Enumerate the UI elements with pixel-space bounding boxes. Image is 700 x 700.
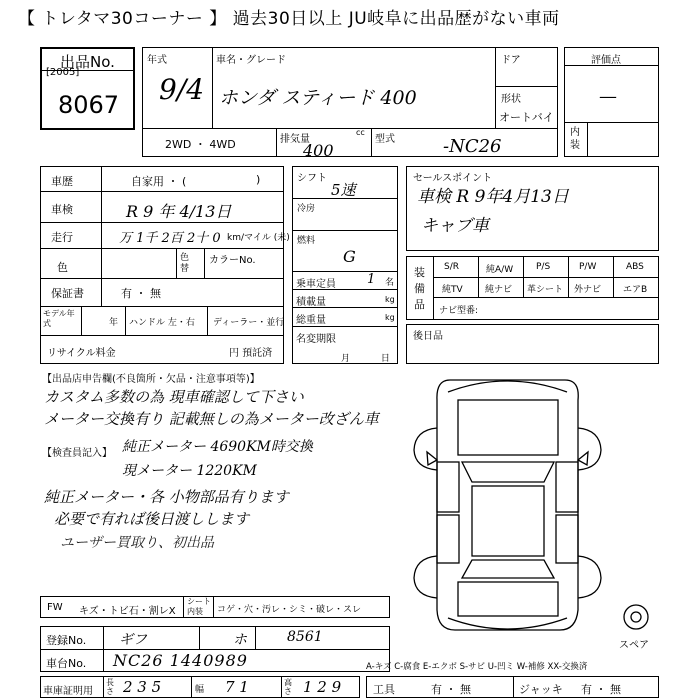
equip-airbag: エアB xyxy=(623,285,648,295)
mileage-unit: km/マイル (未) xyxy=(227,233,290,243)
equip-sr: S/R xyxy=(444,262,459,272)
fuel-label: 燃料 xyxy=(297,236,316,246)
lot-box xyxy=(40,47,135,130)
garage-cert-row xyxy=(40,676,360,698)
year-label: 年式 xyxy=(147,55,167,66)
registration-rows xyxy=(40,626,390,672)
spare-tire-icon xyxy=(624,605,648,629)
reg-value3: 8561 xyxy=(287,629,323,645)
displacement-unit: cc xyxy=(356,128,365,137)
trunk-panel xyxy=(458,582,558,616)
reg-value1: ギフ xyxy=(119,632,147,648)
wheel-rear-right xyxy=(578,556,601,598)
year-value: 9/4 xyxy=(159,73,205,106)
jack-label: ジャッキ xyxy=(519,683,563,696)
mirror-right xyxy=(578,452,588,465)
warranty-value: 有 ・ 無 xyxy=(121,287,161,300)
length-label: 長さ xyxy=(106,678,114,696)
equip-abs: ABS xyxy=(626,262,644,272)
wheel-front-left xyxy=(414,428,437,470)
name-value: ホンダ スティード 400 xyxy=(219,87,417,109)
recycle-value: 円 預託済 xyxy=(229,348,273,359)
change-value: 月 日 xyxy=(341,354,390,364)
mirror-left xyxy=(427,452,437,465)
wheel-front-right xyxy=(578,428,601,470)
change-label: 名変期限 xyxy=(296,334,336,345)
windshield xyxy=(462,462,554,482)
capacity-value: 1 xyxy=(367,272,376,287)
model-year-unit: 年 xyxy=(109,318,119,328)
color-no-label: カラーNo. xyxy=(209,255,256,266)
post-block xyxy=(406,324,659,364)
chassis-value: NC26 1440989 xyxy=(113,651,248,670)
shift-value: 5速 xyxy=(331,181,356,199)
rear-bumper xyxy=(448,618,567,629)
vehicle-block xyxy=(142,47,558,160)
lot-number: 8067 xyxy=(58,91,120,119)
drive-label: 2WD ・ 4WD xyxy=(165,138,236,151)
color-change: 色替 xyxy=(180,253,190,274)
fw-label: FW xyxy=(47,602,63,613)
capacity-label: 乗車定員 xyxy=(296,279,336,290)
rating-value: — xyxy=(599,86,617,107)
roof-panel xyxy=(472,486,544,556)
inspector-label: 【検査員記入】 xyxy=(42,448,112,459)
notes-line2: メーター交換有り 記載無しの為メーター改ざん車 xyxy=(44,410,379,428)
damage-legend: A-キズ C-腐食 E-エクボ S-サビ U-凹ミ W-補修 XX-交換済 xyxy=(366,662,588,672)
height-label: 高さ xyxy=(284,678,292,696)
rating-label: 評価点 xyxy=(591,55,621,66)
left-front-door xyxy=(437,462,459,512)
seat-label: シート内装 xyxy=(187,597,211,616)
height-value: 1 2 9 xyxy=(303,678,342,696)
lot-label: 出品No. xyxy=(60,53,115,71)
shift-label: シフト xyxy=(297,173,327,184)
gross-label: 総重量 xyxy=(296,315,326,326)
load-unit: kg xyxy=(385,295,395,304)
right-front-door xyxy=(556,462,578,512)
jack-value: 有 ・ 無 xyxy=(581,683,621,696)
notes-line1: カスタム多数の為 現車確認して下さい xyxy=(44,388,304,406)
notes-line4: 必要で有れば後日渡しします xyxy=(54,510,250,528)
color-label: 色 xyxy=(57,261,68,274)
chassis-label: 車台No. xyxy=(46,657,87,670)
lot-sub: [2005] xyxy=(46,67,80,78)
dealer-label: ディーラー・並行 xyxy=(213,318,285,328)
handle-label: ハンドル 左・右 xyxy=(129,318,195,328)
reg-label: 登録No. xyxy=(46,634,87,647)
notes-line3: 純正メーター・各 小物部品有ります xyxy=(44,488,289,506)
notes-line5: ユーザー買取り、初出品 xyxy=(60,535,214,551)
model-value: -NC26 xyxy=(443,136,502,157)
history-close: ) xyxy=(256,173,261,186)
mileage-label: 走行 xyxy=(51,231,73,244)
capacity-unit: 名 xyxy=(385,278,395,288)
inspection-label: 車検 xyxy=(51,203,73,216)
navi-model-label: ナビ型番: xyxy=(439,306,479,316)
name-label: 車名・グレード xyxy=(216,55,286,66)
width-label: 幅 xyxy=(195,685,205,695)
door-label: ドア xyxy=(501,55,521,66)
recycle-label: リサイクル料金 xyxy=(47,348,116,359)
history-block xyxy=(40,166,290,364)
gross-unit: kg xyxy=(385,313,395,322)
condition-row xyxy=(40,596,390,618)
model-year-label: モデル年式 xyxy=(43,309,75,328)
notes-label: 【出品店申告欄(不良箇所・欠品・注意事項等)】 xyxy=(42,374,260,385)
model-label: 型式 xyxy=(375,134,395,145)
history-value: 自家用 ・ ( xyxy=(131,175,187,188)
front-bumper xyxy=(448,381,567,392)
inspector-line2: 現メーター 1220KM xyxy=(122,463,257,479)
spare-label: スペア xyxy=(619,640,649,651)
sales-line2: キャブ車 xyxy=(421,216,489,236)
equip-leather: 革シート xyxy=(527,285,564,295)
post-label: 後日品 xyxy=(413,331,443,342)
equip-pw: P/W xyxy=(579,262,597,272)
history-label: 車歴 xyxy=(51,175,73,188)
equip-tv: 純TV xyxy=(442,285,463,295)
mileage-value: 万 1千 2百 2十 0 xyxy=(119,231,221,246)
specs-block xyxy=(292,166,398,364)
inspector-line1: 純正メーター 4690KM時交換 xyxy=(122,439,313,455)
length-value: 2 3 5 xyxy=(123,678,162,696)
sheet-header: 【 トレタマ30コーナー 】 過去30日以上 JU岐阜に出品歴がない車両 xyxy=(18,9,560,29)
sales-block xyxy=(406,166,659,251)
inspection-value: R 9 年 4/13日 xyxy=(126,202,232,221)
width-value: 7 1 xyxy=(225,678,249,696)
equip-ext-navi: 外ナビ xyxy=(574,285,602,295)
car-body-outline xyxy=(437,380,578,630)
hood-panel xyxy=(458,400,558,455)
left-rear-door xyxy=(437,515,459,563)
reg-value2: ホ xyxy=(233,632,247,648)
rating-block xyxy=(564,47,659,157)
rear-window xyxy=(462,560,554,578)
tools-value: 有 ・ 無 xyxy=(431,683,471,696)
equip-aw: 純A/W xyxy=(486,265,514,275)
wheel-rear-left xyxy=(414,556,437,598)
fuel-value: G xyxy=(343,247,356,266)
displacement-label: 排気量 xyxy=(280,134,310,145)
tools-row xyxy=(366,676,659,698)
interior-label: 内装 xyxy=(570,127,580,151)
seat-value: コゲ・穴・汚レ・シミ・破レ・スレ xyxy=(217,605,362,615)
equip-ps: P/S xyxy=(536,262,551,272)
sales-label: セールスポイント xyxy=(413,173,493,184)
warranty-label: 保証書 xyxy=(51,287,84,300)
equipment-block xyxy=(406,256,659,320)
cert-label: 車庫証明用 xyxy=(43,686,93,697)
load-label: 積載量 xyxy=(296,297,326,308)
shape-value: オートバイ xyxy=(499,111,554,124)
equipment-label: 装備品 xyxy=(414,266,425,311)
equip-navi: 純ナビ xyxy=(485,285,513,295)
sales-line1: 車検 R 9年4月13日 xyxy=(417,187,569,207)
right-rear-door xyxy=(556,515,578,563)
shape-label: 形状 xyxy=(501,94,521,105)
fw-value: キズ・トビ石・割レX xyxy=(79,606,176,617)
tools-label: 工具 xyxy=(373,683,395,696)
ac-label: 冷房 xyxy=(297,204,316,214)
displacement-value: 400 xyxy=(303,141,334,160)
